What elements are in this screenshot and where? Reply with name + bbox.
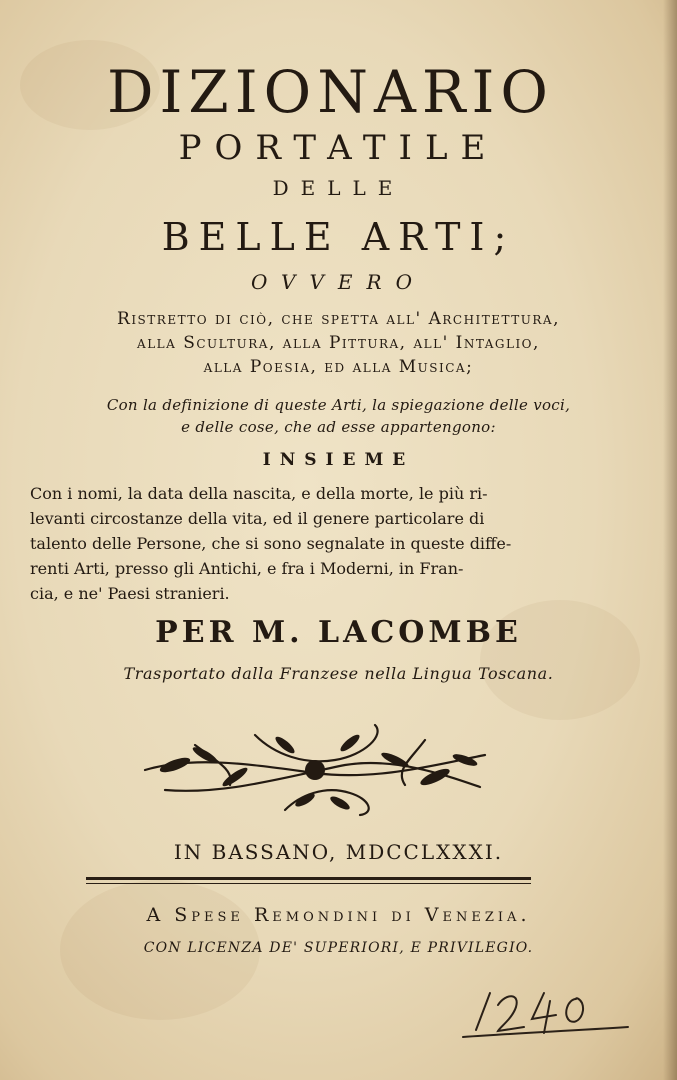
title-line-1: DIZIONARIO — [107, 58, 554, 126]
subtitle-line-3: alla Poesia, ed alla Musica; — [203, 357, 474, 377]
description-line-1: Con i nomi, la data della nascita, e della morte, le più ri- — [30, 484, 488, 503]
insieme-heading: INSIEME — [262, 450, 415, 470]
place-and-date: IN BASSANO, MDCCLXXXI. — [173, 840, 504, 864]
translation-note: Trasportato dalla Franzese nella Lingua Toscana. — [123, 664, 554, 683]
handwritten-number — [458, 975, 633, 1045]
ovvero-connector: OVVERO — [251, 270, 426, 294]
license-line: CON LICENZA DE' SUPERIORI, E PRIVILEGIO. — [143, 940, 534, 956]
author-line: PER M. LACOMBE — [155, 615, 522, 650]
definition-line-1: Con la definizione di queste Arti, la spiegazione delle voci, — [106, 396, 571, 414]
printer-line: A Spese Remondini di Venezia. — [146, 904, 531, 926]
title-line-4: BELLE ARTI; — [161, 215, 516, 259]
title-line-3: DELLE — [272, 176, 405, 200]
description-line-5: cia, e ne' Paesi stranieri. — [30, 584, 230, 603]
subtitle-line-2: alla Scultura, alla Pittura, all' Intaglio, — [137, 333, 540, 353]
page-edge-shadow — [663, 0, 677, 1080]
divider-rule-thin — [86, 883, 531, 884]
definition-line-2: e delle cose, che ad esse appartengono: — [181, 418, 496, 436]
description-line-2: levanti circostanze della vita, ed il genere particolare di — [30, 509, 485, 528]
divider-rule — [86, 877, 531, 880]
title-line-2: PORTATILE — [178, 128, 499, 168]
subtitle-line-1: Ristretto di ciò, che spetta all' Architettura, — [117, 309, 560, 329]
description-line-3: talento delle Persone, che si sono segnalate in queste diffe- — [30, 534, 512, 553]
description-line-4: renti Arti, presso gli Antichi, e fra i Moderni, in Fran- — [30, 559, 464, 578]
floral-ornament — [135, 715, 495, 820]
